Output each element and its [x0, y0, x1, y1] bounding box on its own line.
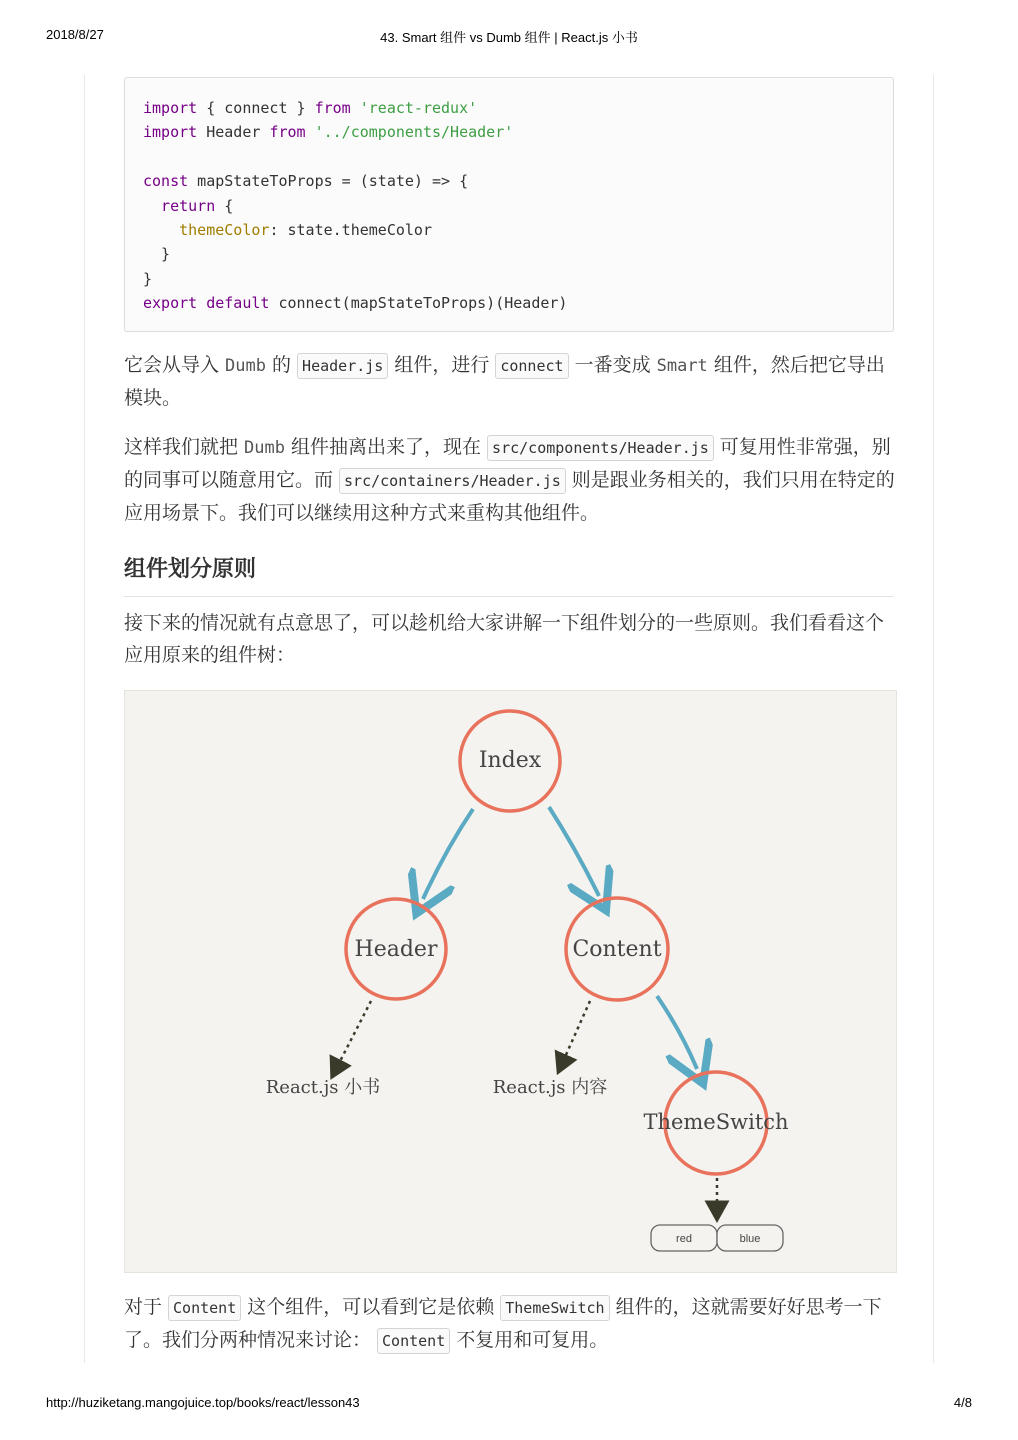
edge-header-leaf	[335, 1001, 371, 1071]
theme-button-blue-label: blue	[739, 1233, 761, 1245]
inline-code-content: Content	[168, 1295, 241, 1321]
paragraph-dumb-extraction: 这样我们就把 Dumb 组件抽离出来了，现在 src/components/Header.js 可复用性非常强，别的同事可以随意用它。而 src/containers/Header.js 则是跟业务相关的，我们只用在特定的应用场景下。我们可以继续用这种方式来重构其他组件。	[124, 436, 895, 524]
leaf-content-child: React.js 内容	[492, 1077, 608, 1098]
inline-code-connect: connect	[495, 353, 568, 379]
inline-code-content-2: Content	[377, 1328, 450, 1354]
paragraph-content-dependency: 对于 Content 这个组件，可以看到它是依赖 ThemeSwitch 组件的，这就需要好好思考一下了。我们分两种情况来讨论： Content 不复用和可复用。	[124, 1291, 896, 1357]
edge-content-leaf	[561, 1001, 590, 1066]
leaf-header-child: React.js 小书	[265, 1077, 381, 1098]
print-header	[0, 27, 1018, 47]
component-tree-diagram	[124, 690, 897, 1273]
edge-content-themeswitch	[657, 996, 697, 1069]
print-title: 43. Smart 组件 vs Dumb 组件 | React.js 小书	[380, 30, 638, 45]
print-url[interactable]: http://huziketang.mangojuice.top/books/react/lesson43	[46, 1395, 360, 1410]
print-date: 2018/8/27	[46, 27, 104, 42]
node-header-label: Header	[354, 937, 438, 962]
print-page-number: 4/8	[953, 1395, 972, 1410]
inline-code-themeswitch: ThemeSwitch	[500, 1295, 609, 1321]
paragraph-connect-explanation: 它会从导入 Dumb 的 Header.js 组件，进行 connect 一番变成 Smart 组件，然后把它导出模块。	[124, 354, 885, 409]
inline-code-header-js: Header.js	[297, 353, 388, 379]
node-index-label: Index	[478, 748, 542, 773]
edge-index-content	[549, 807, 599, 896]
inline-code-components-header: src/components/Header.js	[487, 435, 714, 461]
inline-code-containers-header: src/containers/Header.js	[339, 468, 566, 494]
section-title: 组件划分原则	[124, 553, 894, 597]
component-tree-svg	[125, 691, 898, 1274]
edge-index-header	[423, 809, 473, 899]
paragraph-component-tree-intro: 接下来的情况就有点意思了，可以趁机给大家讲解一下组件划分的一些原则。我们看看这个应用原来的组件树：	[124, 612, 885, 666]
node-content-label: Content	[572, 937, 662, 962]
print-footer	[0, 1395, 1018, 1415]
node-themeswitch-label: ThemeSwitch	[643, 1110, 789, 1134]
code-block: import { connect } from 'react-redux' import Header from '../components/Header' const mapStateToProps = (state) => { return { themeColor: state.themeColor } } export default connect(mapStateToProps)(Header)	[124, 77, 894, 332]
theme-button-red-label: red	[676, 1233, 692, 1245]
